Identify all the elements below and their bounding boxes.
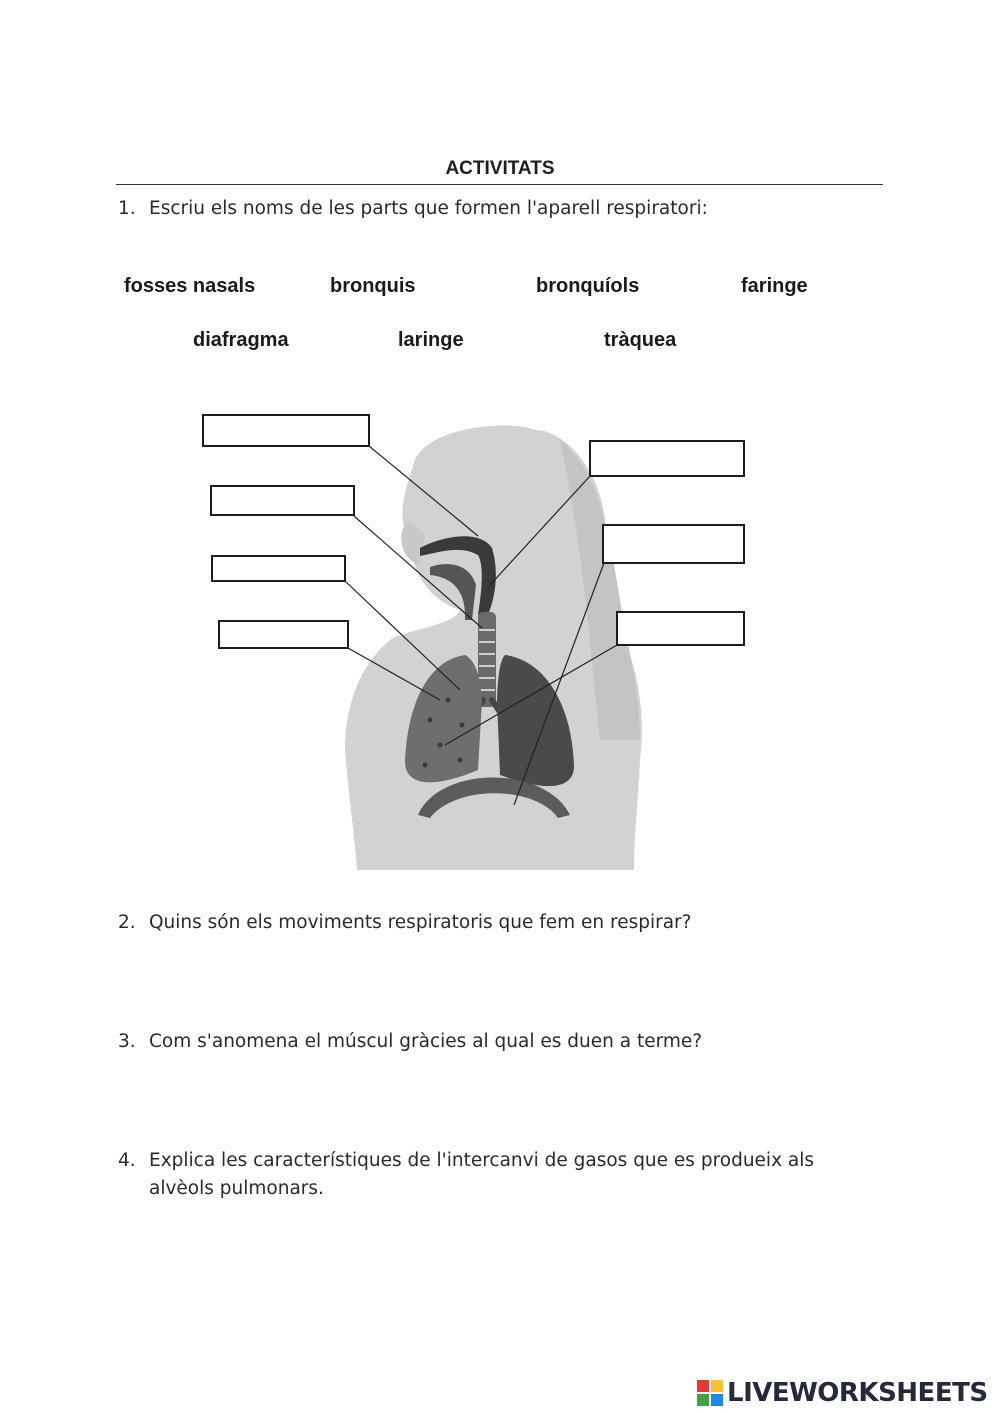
question-4 — [118, 1147, 858, 1203]
question-number: 4. — [118, 1150, 136, 1171]
question-3 — [118, 1028, 702, 1056]
word-bank-item: tràquea — [604, 329, 677, 351]
liveworksheets-logo — [697, 1376, 988, 1410]
word-bank-item: laringe — [398, 329, 464, 351]
answer-box[interactable] — [616, 611, 745, 646]
question-number: 2. — [118, 912, 136, 933]
word-bank-item: diafragma — [193, 329, 289, 351]
question-2 — [118, 909, 691, 937]
answer-box[interactable] — [602, 524, 745, 564]
answer-box[interactable] — [202, 414, 370, 447]
question-number: 3. — [118, 1031, 136, 1052]
answer-box[interactable] — [210, 485, 355, 516]
question-text: Com s'anomena el múscul gràcies al qual es duen a terme? — [149, 1031, 703, 1052]
liveworksheets-logo-icon — [697, 1380, 723, 1406]
answer-box[interactable] — [218, 620, 349, 649]
question-number: 1. — [118, 198, 136, 219]
question-text: Escriu els noms de les parts que formen l'aparell respiratori: — [149, 198, 708, 219]
word-bank-item: faringe — [741, 275, 808, 297]
answer-box[interactable] — [211, 555, 346, 582]
answer-box[interactable] — [589, 440, 745, 477]
logo-text: LIVEWORKSHEETS — [727, 1378, 988, 1408]
question-text: Quins són els moviments respiratoris que fem en respirar? — [149, 912, 692, 933]
question-text: Explica les característiques de l'intercanvi de gasos que es produeix als alvèols pulmonars. — [149, 1150, 815, 1199]
word-bank-item: bronquíols — [536, 275, 640, 297]
word-bank-item: fosses nasals — [124, 275, 256, 297]
page-title: ACTIVITATS — [445, 158, 555, 179]
word-bank-item: bronquis — [330, 275, 416, 297]
